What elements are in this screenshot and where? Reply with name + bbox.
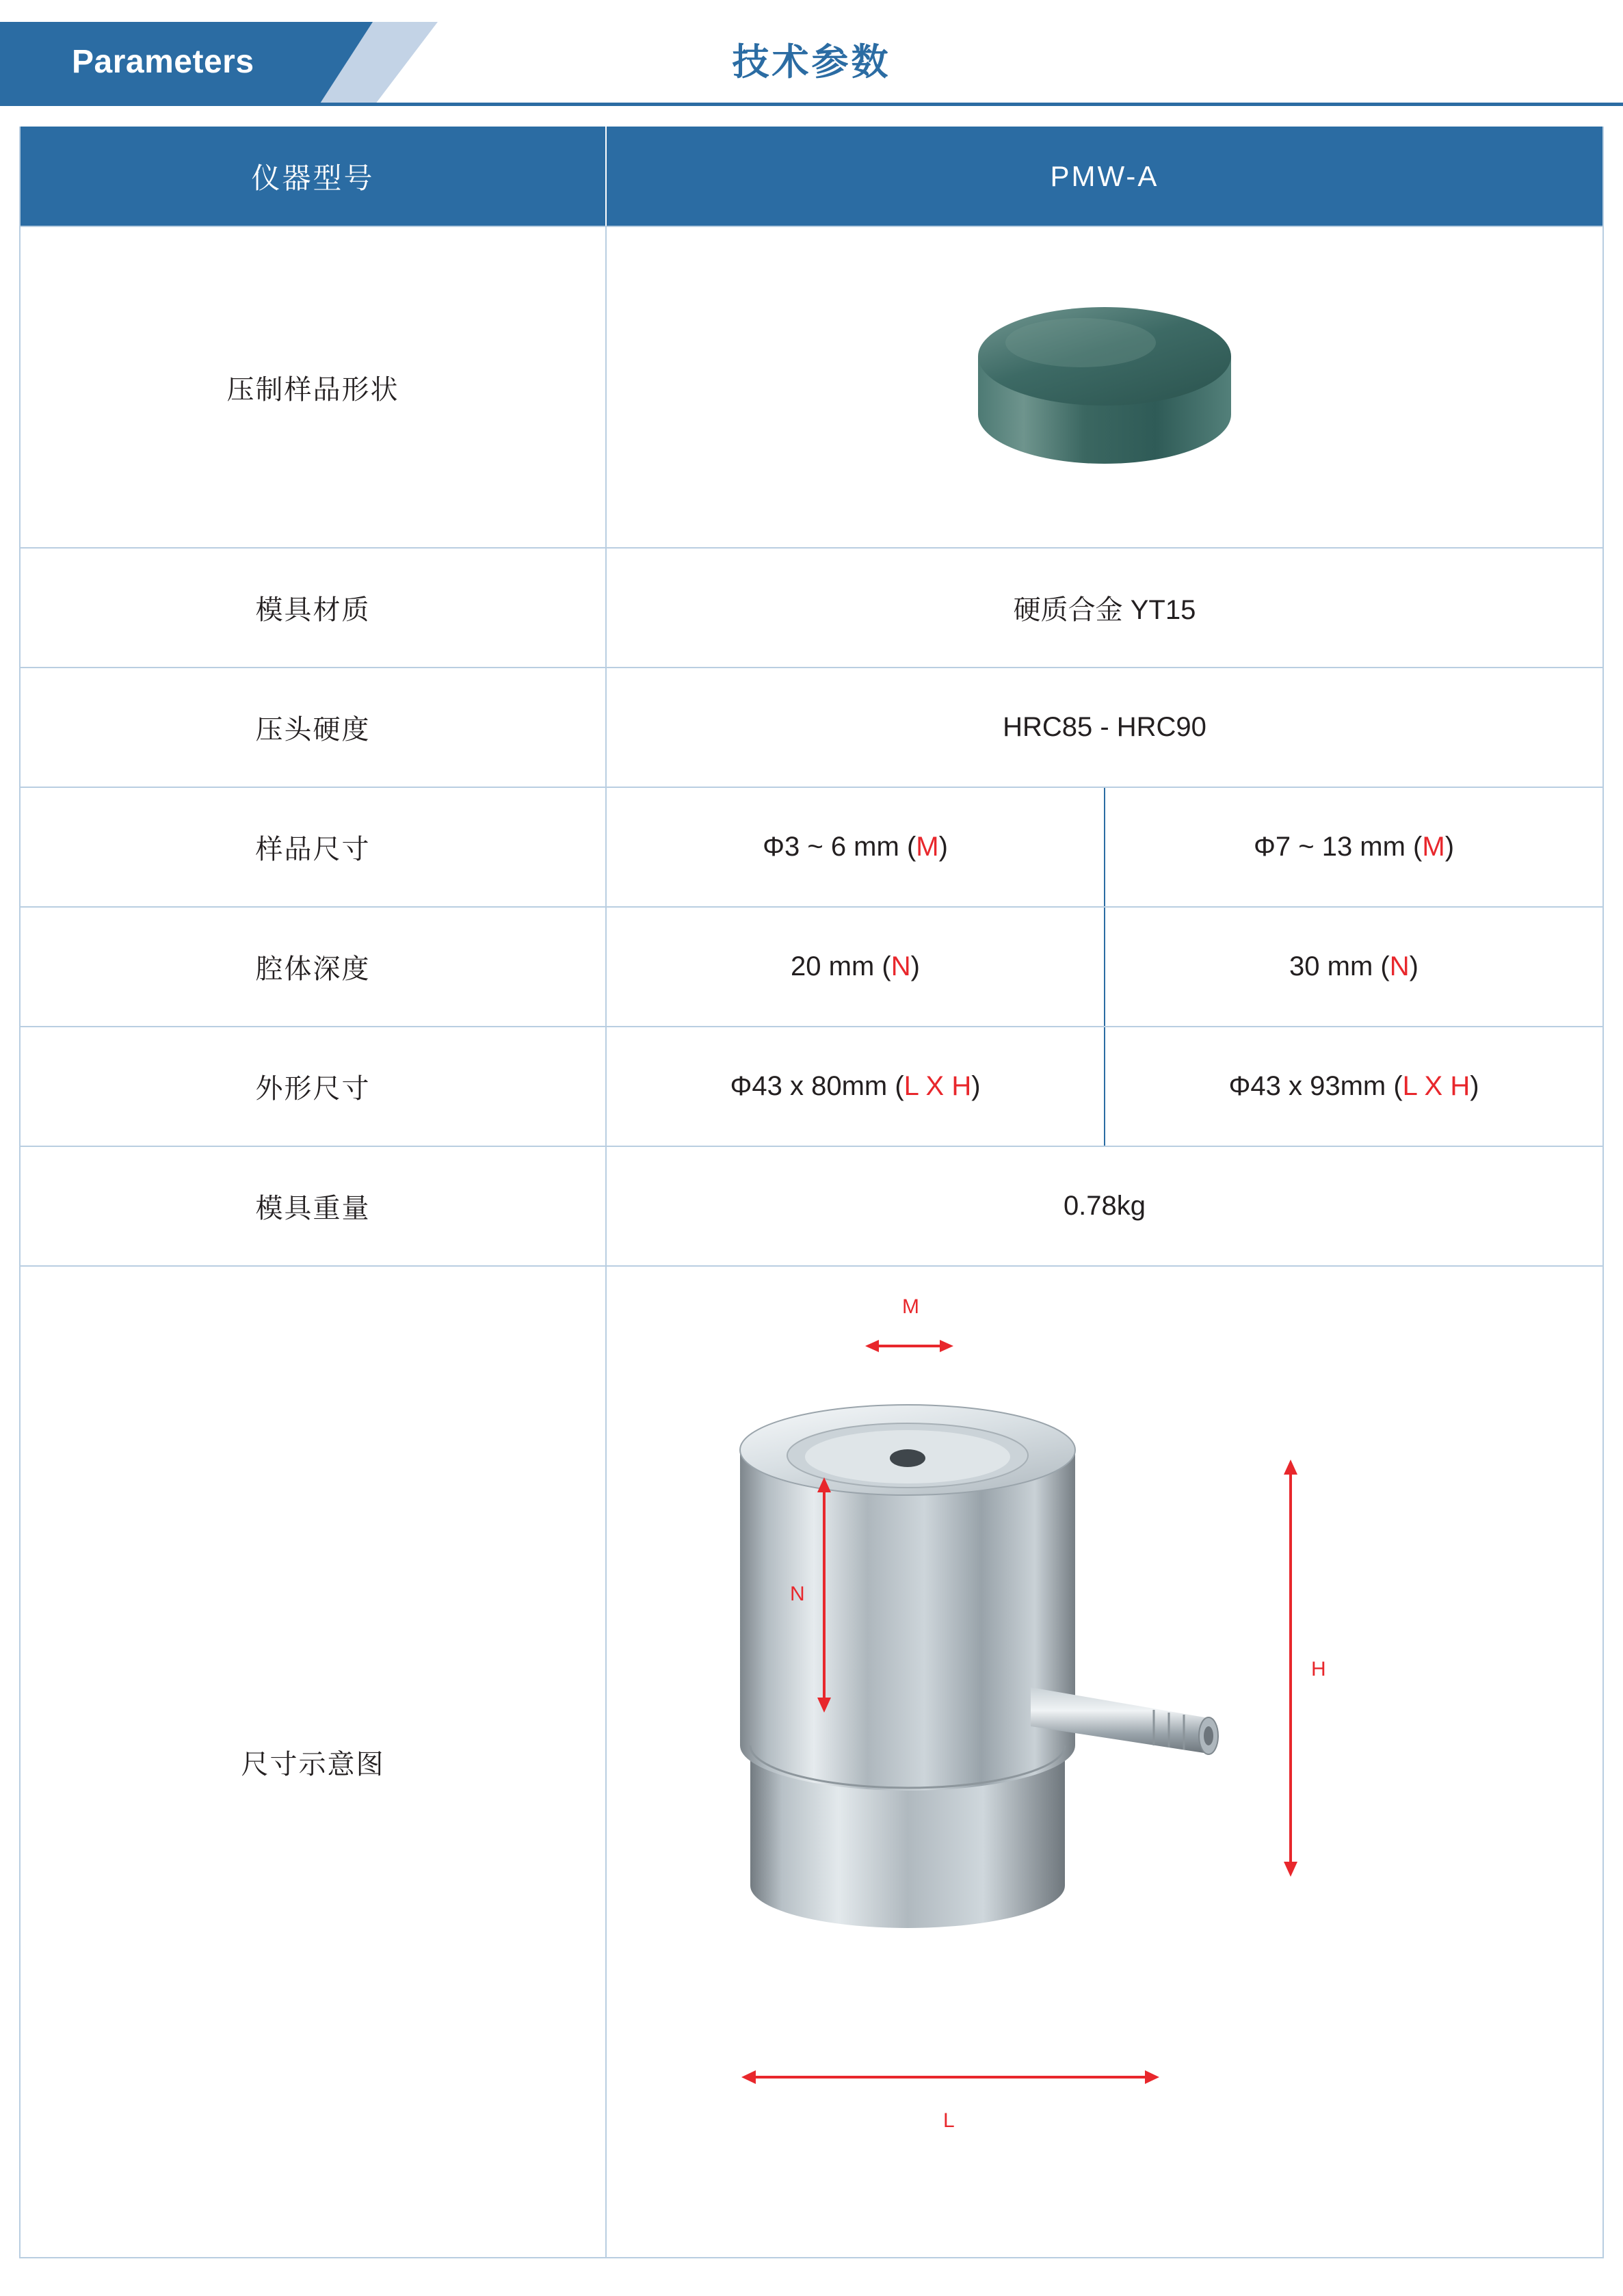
table-header-value: PMW-A (605, 127, 1602, 226)
table-row (21, 226, 1602, 547)
cavity-depth-right-main: 30 mm ( (1289, 951, 1390, 981)
row-label-cavity-depth: 腔体深度 (255, 954, 371, 984)
table-header-row (21, 127, 1602, 226)
row-value-indenter-hardness: HRC85 - HRC90 (605, 668, 1602, 787)
dimension-label-l: L (943, 2109, 955, 2132)
sample-size-left-tail: ) (938, 832, 948, 862)
puck-highlight (1005, 318, 1156, 367)
dimension-label-h: H (1311, 1658, 1326, 1680)
overall-size-left-mark: L X H (903, 1071, 972, 1101)
page-title: 技术参数 (732, 42, 891, 83)
sample-size-left-main: Φ3 ~ 6 mm ( (763, 832, 916, 862)
row-value-overall-size-left (607, 1027, 1104, 1146)
row-value-sample-size-right (1104, 788, 1602, 906)
overall-size-left-tail: ) (971, 1071, 981, 1101)
cavity-depth-left-main: 20 mm ( (791, 951, 891, 981)
mold-body (740, 1450, 1075, 1791)
header-tab-label: Parameters (72, 44, 254, 80)
row-label-mold-weight: 模具重量 (255, 1193, 371, 1224)
cavity-depth-right-mark: N (1389, 951, 1410, 981)
sample-size-left-mark: M (916, 832, 939, 862)
row-value-sample-size-left (607, 788, 1104, 906)
row-label-dimension-diagram: 尺寸示意图 (241, 1749, 385, 1780)
overall-size-right-mark: L X H (1402, 1071, 1470, 1101)
parameters-table (19, 127, 1604, 2258)
mold-dimension-diagram (607, 1267, 1602, 2257)
dimension-label-n: N (790, 1583, 805, 1605)
table-row (21, 547, 1602, 667)
table-row (21, 667, 1602, 787)
row-value-sample-shape (605, 227, 1602, 547)
row-value-overall-size (605, 1027, 1602, 1146)
row-value-cavity-depth-left (607, 908, 1104, 1026)
sample-size-right-mark: M (1422, 832, 1445, 862)
row-label-mold-material: 模具材质 (255, 595, 371, 625)
row-value-dimension-diagram (605, 1267, 1602, 2257)
puck-icon (958, 274, 1252, 500)
table-row (21, 906, 1602, 1026)
row-value-cavity-depth (605, 908, 1602, 1026)
cavity-depth-left-tail: ) (910, 951, 920, 981)
table-row (21, 1026, 1602, 1146)
row-label-indenter-hardness: 压头硬度 (255, 715, 371, 745)
pressed-sample-puck-image (607, 227, 1602, 547)
cavity-depth-left-mark: N (890, 951, 911, 981)
row-value-cavity-depth-right (1104, 908, 1602, 1026)
row-value-sample-size (605, 788, 1602, 906)
sample-size-right-main: Φ7 ~ 13 mm ( (1253, 832, 1423, 862)
header-divider (0, 103, 1623, 106)
row-label-overall-size: 外形尺寸 (255, 1074, 371, 1104)
overall-size-left-main: Φ43 x 80mm ( (730, 1071, 904, 1101)
cavity-depth-right-tail: ) (1409, 951, 1419, 981)
row-value-mold-material: 硬质合金 YT15 (605, 549, 1602, 667)
overall-size-right-main: Φ43 x 93mm ( (1228, 1071, 1403, 1101)
table-header-label: 仪器型号 (251, 161, 375, 194)
table-row (21, 1265, 1602, 2257)
row-label-sample-shape: 压制样品形状 (226, 374, 399, 405)
mold-center-bore (890, 1449, 925, 1467)
sample-size-right-tail: ) (1444, 832, 1455, 862)
row-label-sample-size: 样品尺寸 (255, 834, 371, 865)
mold-diagram-svg (607, 1267, 1592, 2252)
table-row (21, 1146, 1602, 1265)
overall-size-right-tail: ) (1470, 1071, 1479, 1101)
page-header (0, 0, 1623, 127)
table-row (21, 787, 1602, 906)
dimension-label-m: M (902, 1295, 919, 1318)
row-value-mold-weight: 0.78kg (605, 1147, 1602, 1265)
row-value-overall-size-right (1104, 1027, 1602, 1146)
